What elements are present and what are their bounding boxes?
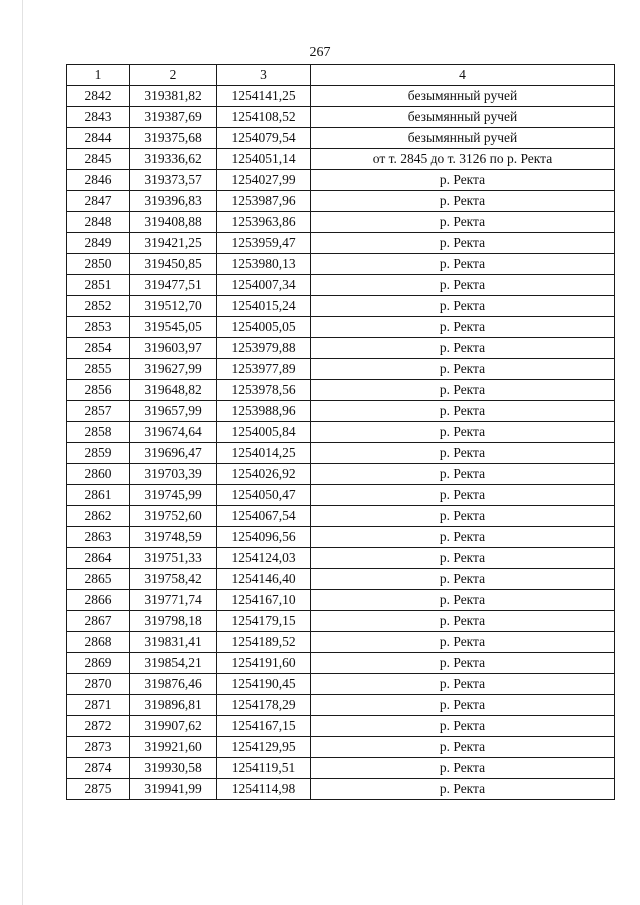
x-coordinate-cell: 319752,60 [130,506,217,527]
point-number-cell: 2875 [67,779,130,800]
y-coordinate-cell: 1254129,95 [217,737,311,758]
point-number-cell: 2843 [67,107,130,128]
x-coordinate-cell: 319907,62 [130,716,217,737]
point-number-cell: 2854 [67,338,130,359]
x-coordinate-cell: 319627,99 [130,359,217,380]
point-number-cell: 2866 [67,590,130,611]
table-row [67,674,615,695]
point-number-cell: 2863 [67,527,130,548]
page-number: 267 [309,45,331,60]
y-coordinate-cell: 1254007,34 [217,275,311,296]
table-row [67,779,615,800]
table-row [67,737,615,758]
x-coordinate-cell: 319751,33 [130,548,217,569]
table-header-row [67,65,615,86]
y-coordinate-cell: 1254191,60 [217,653,311,674]
description-cell: р. Ректа [311,170,615,191]
y-coordinate-cell: 1254067,54 [217,506,311,527]
table-row [67,590,615,611]
x-coordinate-cell: 319512,70 [130,296,217,317]
table-row [67,233,615,254]
y-coordinate-cell: 1254026,92 [217,464,311,485]
point-number-cell: 2872 [67,716,130,737]
table-row [67,317,615,338]
x-coordinate-cell: 319896,81 [130,695,217,716]
x-coordinate-cell: 319450,85 [130,254,217,275]
table-row [67,191,615,212]
x-coordinate-cell: 319648,82 [130,380,217,401]
point-number-cell: 2845 [67,149,130,170]
point-number-cell: 2857 [67,401,130,422]
x-coordinate-cell: 319603,97 [130,338,217,359]
y-coordinate-cell: 1254141,25 [217,86,311,107]
point-number-cell: 2856 [67,380,130,401]
y-coordinate-cell: 1254189,52 [217,632,311,653]
column-header-2: 2 [130,65,217,86]
y-coordinate-cell: 1254005,05 [217,317,311,338]
x-coordinate-cell: 319381,82 [130,86,217,107]
table-row [67,86,615,107]
table-row [67,485,615,506]
point-number-cell: 2862 [67,506,130,527]
y-coordinate-cell: 1254014,25 [217,443,311,464]
x-coordinate-cell: 319798,18 [130,611,217,632]
y-coordinate-cell: 1254079,54 [217,128,311,149]
point-number-cell: 2871 [67,695,130,716]
table-row [67,653,615,674]
table-row [67,296,615,317]
point-number-cell: 2850 [67,254,130,275]
description-cell: р. Ректа [311,317,615,338]
y-coordinate-cell: 1254146,40 [217,569,311,590]
x-coordinate-cell: 319674,64 [130,422,217,443]
description-cell: р. Ректа [311,380,615,401]
table-row [67,254,615,275]
description-cell: безымянный ручей [311,107,615,128]
x-coordinate-cell: 319771,74 [130,590,217,611]
description-cell: р. Ректа [311,191,615,212]
point-number-cell: 2869 [67,653,130,674]
y-coordinate-cell: 1254167,10 [217,590,311,611]
description-cell: р. Ректа [311,359,615,380]
x-coordinate-cell: 319336,62 [130,149,217,170]
description-cell: р. Ректа [311,590,615,611]
y-coordinate-cell: 1254015,24 [217,296,311,317]
table-row [67,569,615,590]
point-number-cell: 2868 [67,632,130,653]
x-coordinate-cell: 319387,69 [130,107,217,128]
column-header-3: 3 [217,65,311,86]
y-coordinate-cell: 1254096,56 [217,527,311,548]
point-number-cell: 2865 [67,569,130,590]
x-coordinate-cell: 319696,47 [130,443,217,464]
point-number-cell: 2874 [67,758,130,779]
x-coordinate-cell: 319373,57 [130,170,217,191]
x-coordinate-cell: 319545,05 [130,317,217,338]
point-number-cell: 2853 [67,317,130,338]
table-row [67,359,615,380]
x-coordinate-cell: 319831,41 [130,632,217,653]
description-cell: р. Ректа [311,695,615,716]
description-cell: безымянный ручей [311,128,615,149]
description-cell: р. Ректа [311,422,615,443]
x-coordinate-cell: 319477,51 [130,275,217,296]
description-cell: р. Ректа [311,443,615,464]
y-coordinate-cell: 1253979,88 [217,338,311,359]
y-coordinate-cell: 1254108,52 [217,107,311,128]
description-cell: р. Ректа [311,233,615,254]
table-row [67,149,615,170]
table-row [67,464,615,485]
point-number-cell: 2864 [67,548,130,569]
point-number-cell: 2861 [67,485,130,506]
description-cell: от т. 2845 до т. 3126 по р. Ректа [311,149,615,170]
description-cell: р. Ректа [311,527,615,548]
table-row [67,275,615,296]
description-cell: р. Ректа [311,401,615,422]
column-header-4: 4 [311,65,615,86]
point-number-cell: 2859 [67,443,130,464]
y-coordinate-cell: 1254050,47 [217,485,311,506]
description-cell: р. Ректа [311,338,615,359]
description-cell: р. Ректа [311,779,615,800]
description-cell: р. Ректа [311,506,615,527]
table-row [67,380,615,401]
point-number-cell: 2848 [67,212,130,233]
y-coordinate-cell: 1254178,29 [217,695,311,716]
point-number-cell: 2873 [67,737,130,758]
y-coordinate-cell: 1254190,45 [217,674,311,695]
point-number-cell: 2855 [67,359,130,380]
description-cell: р. Ректа [311,548,615,569]
description-cell: р. Ректа [311,653,615,674]
y-coordinate-cell: 1253963,86 [217,212,311,233]
table-row [67,422,615,443]
y-coordinate-cell: 1254179,15 [217,611,311,632]
x-coordinate-cell: 319758,42 [130,569,217,590]
x-coordinate-cell: 319745,99 [130,485,217,506]
y-coordinate-cell: 1253978,56 [217,380,311,401]
table-row [67,506,615,527]
point-number-cell: 2870 [67,674,130,695]
table-row [67,401,615,422]
point-number-cell: 2846 [67,170,130,191]
description-cell: р. Ректа [311,212,615,233]
y-coordinate-cell: 1254167,15 [217,716,311,737]
y-coordinate-cell: 1254119,51 [217,758,311,779]
table-body [67,86,615,800]
y-coordinate-cell: 1254005,84 [217,422,311,443]
description-cell: р. Ректа [311,464,615,485]
x-coordinate-cell: 319748,59 [130,527,217,548]
description-cell: р. Ректа [311,716,615,737]
table-row [67,695,615,716]
x-coordinate-cell: 319921,60 [130,737,217,758]
table-row [67,548,615,569]
table-row [67,527,615,548]
point-number-cell: 2860 [67,464,130,485]
y-coordinate-cell: 1253959,47 [217,233,311,254]
point-number-cell: 2844 [67,128,130,149]
coordinates-table [66,64,615,800]
description-cell: р. Ректа [311,758,615,779]
column-header-1: 1 [67,65,130,86]
x-coordinate-cell: 319408,88 [130,212,217,233]
y-coordinate-cell: 1254124,03 [217,548,311,569]
x-coordinate-cell: 319657,99 [130,401,217,422]
table-row [67,716,615,737]
y-coordinate-cell: 1253980,13 [217,254,311,275]
description-cell: р. Ректа [311,569,615,590]
description-cell: безымянный ручей [311,86,615,107]
description-cell: р. Ректа [311,737,615,758]
table-row [67,107,615,128]
description-cell: р. Ректа [311,485,615,506]
x-coordinate-cell: 319421,25 [130,233,217,254]
table-row [67,443,615,464]
x-coordinate-cell: 319396,83 [130,191,217,212]
description-cell: р. Ректа [311,275,615,296]
description-cell: р. Ректа [311,674,615,695]
x-coordinate-cell: 319930,58 [130,758,217,779]
point-number-cell: 2849 [67,233,130,254]
table-row [67,632,615,653]
table-row [67,128,615,149]
y-coordinate-cell: 1253987,96 [217,191,311,212]
x-coordinate-cell: 319703,39 [130,464,217,485]
x-coordinate-cell: 319375,68 [130,128,217,149]
point-number-cell: 2867 [67,611,130,632]
point-number-cell: 2847 [67,191,130,212]
table-row [67,611,615,632]
description-cell: р. Ректа [311,611,615,632]
table-row [67,170,615,191]
page-margin-line [22,0,23,905]
x-coordinate-cell: 319941,99 [130,779,217,800]
description-cell: р. Ректа [311,296,615,317]
table-row [67,758,615,779]
x-coordinate-cell: 319854,21 [130,653,217,674]
point-number-cell: 2858 [67,422,130,443]
y-coordinate-cell: 1254114,98 [217,779,311,800]
y-coordinate-cell: 1253988,96 [217,401,311,422]
y-coordinate-cell: 1253977,89 [217,359,311,380]
description-cell: р. Ректа [311,254,615,275]
table-row [67,212,615,233]
description-cell: р. Ректа [311,632,615,653]
x-coordinate-cell: 319876,46 [130,674,217,695]
point-number-cell: 2852 [67,296,130,317]
point-number-cell: 2851 [67,275,130,296]
table-row [67,338,615,359]
y-coordinate-cell: 1254027,99 [217,170,311,191]
point-number-cell: 2842 [67,86,130,107]
y-coordinate-cell: 1254051,14 [217,149,311,170]
